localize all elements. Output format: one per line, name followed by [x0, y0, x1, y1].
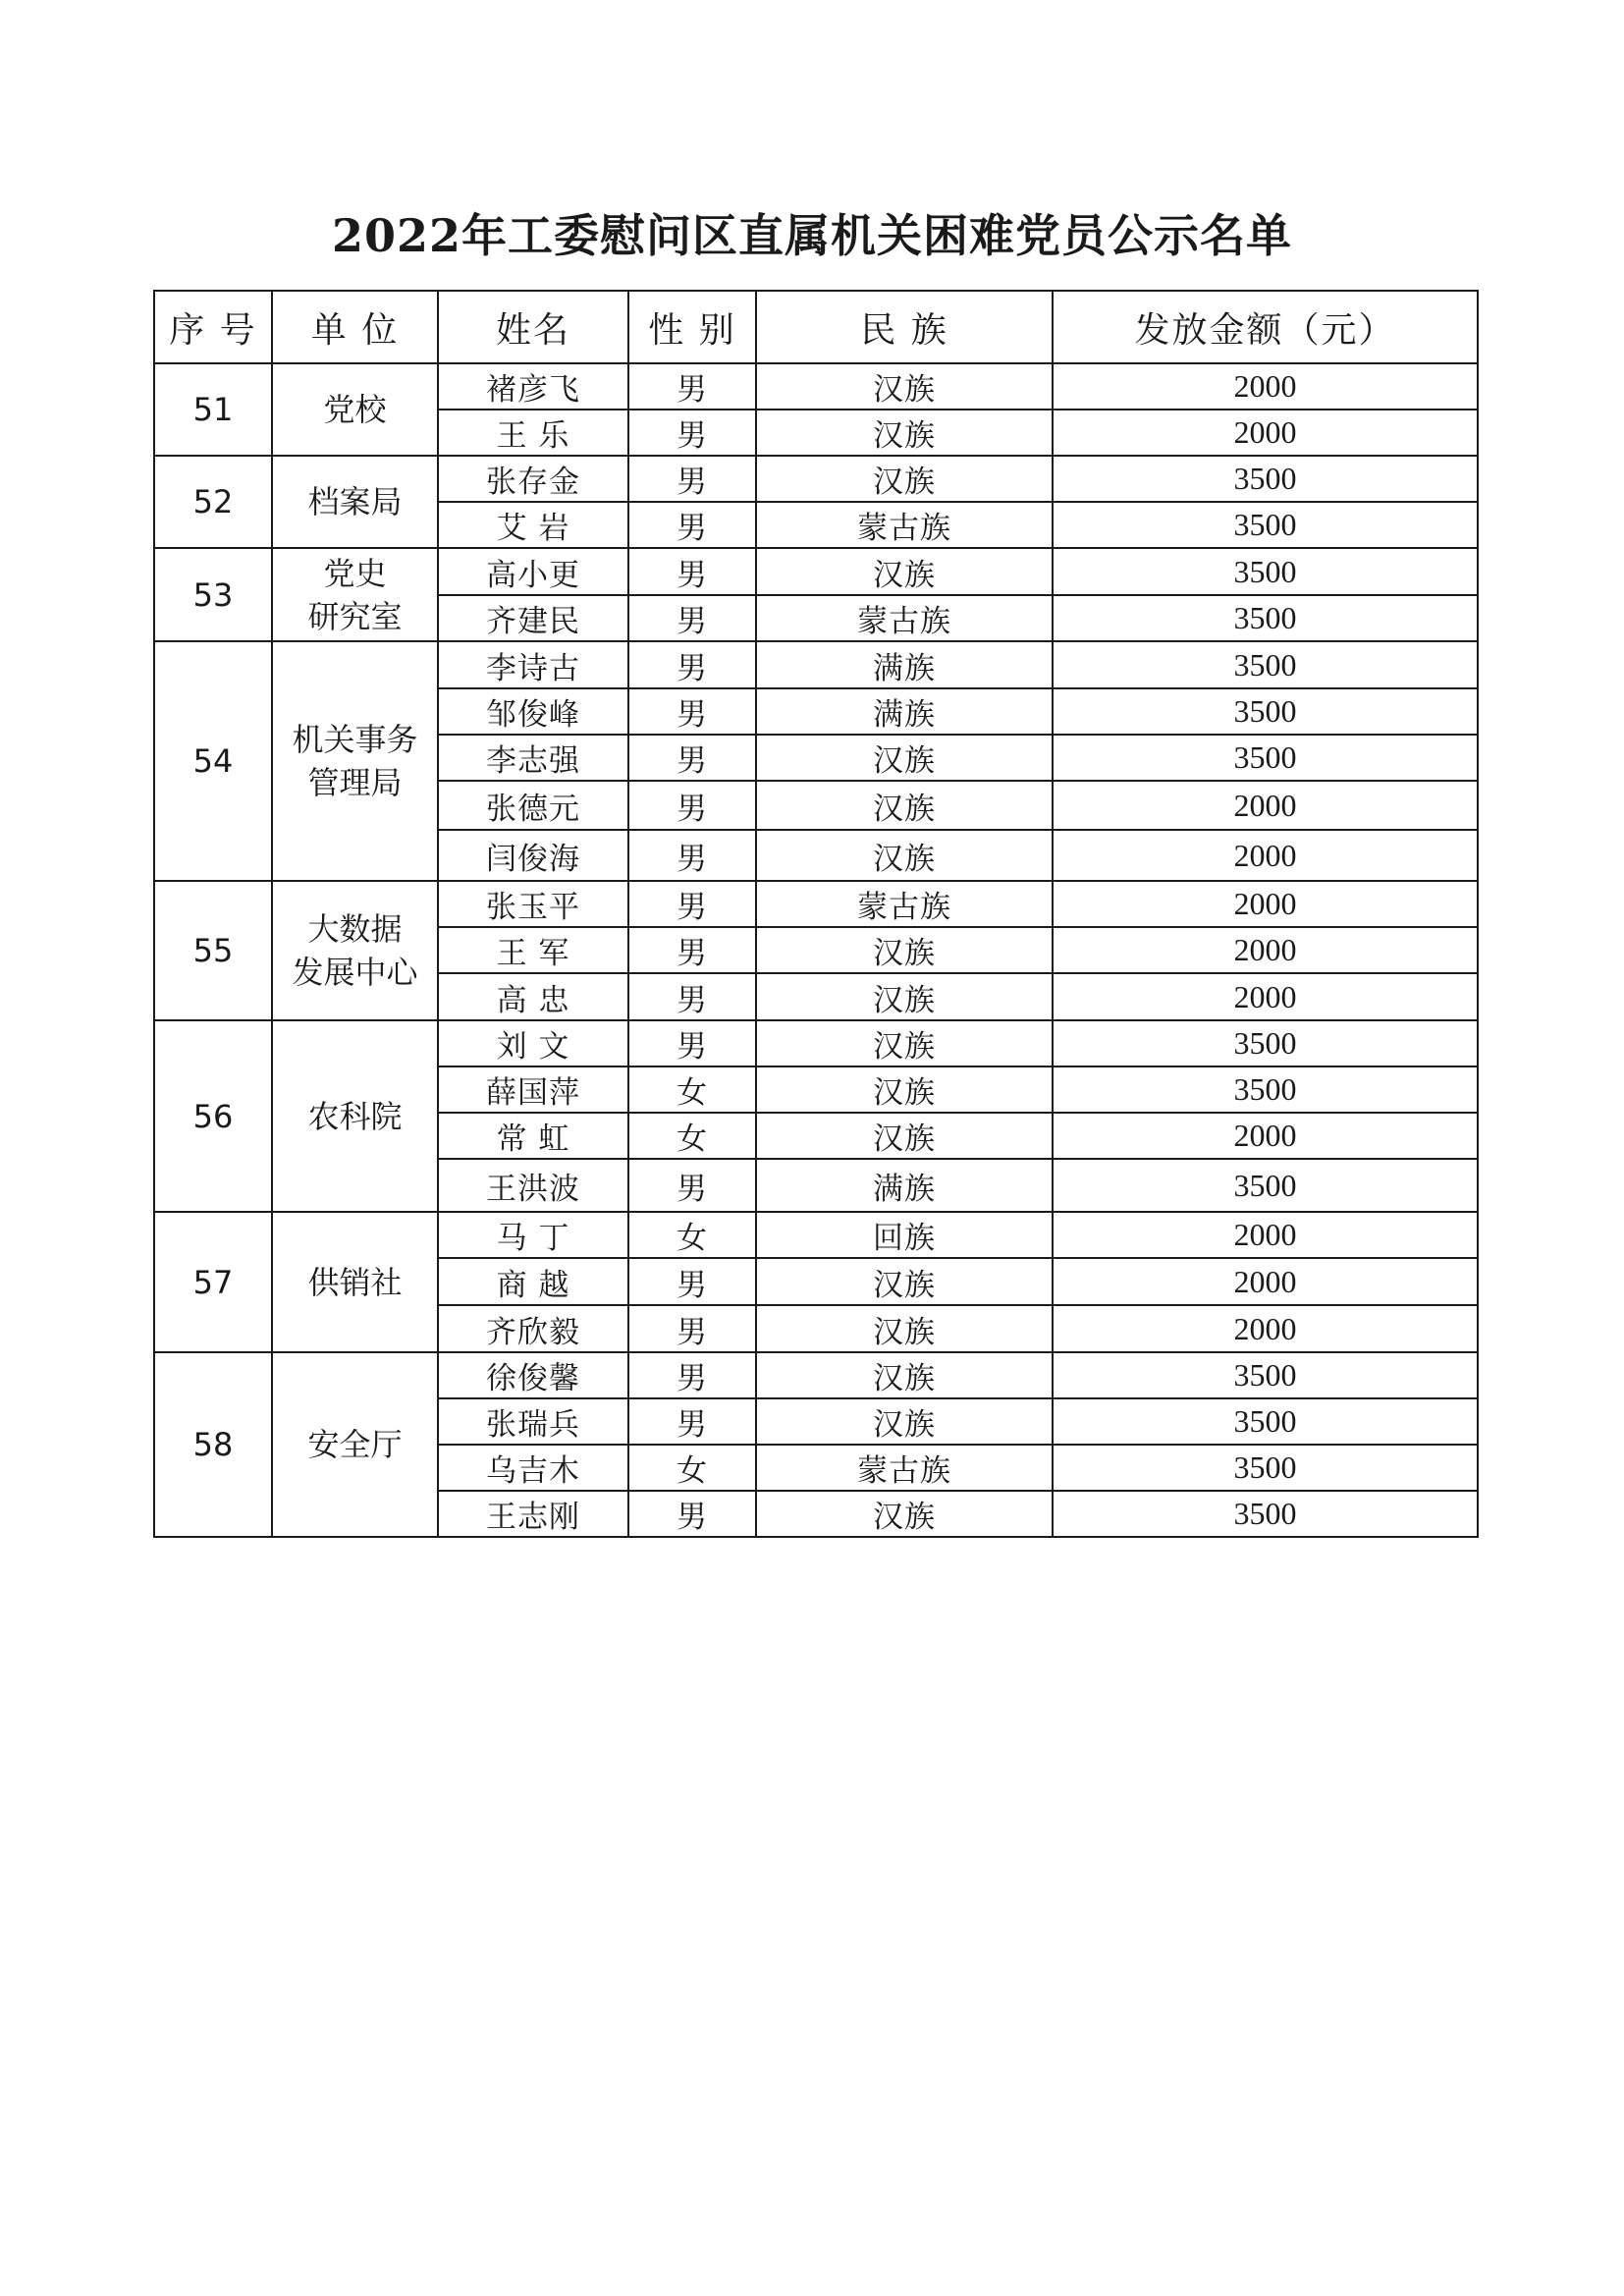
unit-line: 党史 [323, 554, 387, 592]
member-amount: 3500 [1053, 1352, 1478, 1398]
header-unit: 单 位 [272, 291, 438, 363]
group-unit [272, 456, 438, 548]
member-amount: 3500 [1053, 1491, 1478, 1537]
member-name: 王志刚 [438, 1491, 628, 1537]
group-unit [272, 1020, 438, 1212]
member-name: 张瑞兵 [438, 1398, 628, 1445]
member-gender: 女 [628, 1113, 756, 1159]
member-gender: 男 [628, 1020, 756, 1066]
member-ethnic: 汉族 [756, 830, 1053, 881]
member-name: 张玉平 [438, 881, 628, 927]
member-amount: 2000 [1053, 410, 1478, 456]
member-gender: 男 [628, 1305, 756, 1352]
member-gender: 男 [628, 881, 756, 927]
member-gender: 男 [628, 502, 756, 548]
member-ethnic: 汉族 [756, 735, 1053, 781]
member-amount: 2000 [1053, 363, 1478, 410]
member-amount: 3500 [1053, 1020, 1478, 1066]
member-ethnic: 汉族 [756, 1398, 1053, 1445]
unit-line: 发展中心 [292, 954, 418, 991]
member-gender: 男 [628, 1491, 756, 1537]
group-seq: 55 [154, 881, 272, 1020]
member-gender: 男 [628, 735, 756, 781]
member-ethnic: 汉族 [756, 363, 1053, 410]
member-ethnic: 汉族 [756, 410, 1053, 456]
member-gender: 男 [628, 781, 756, 830]
member-gender: 男 [628, 973, 756, 1020]
member-ethnic: 汉族 [756, 1020, 1053, 1066]
group-unit [272, 641, 438, 881]
member-name: 张德元 [438, 781, 628, 830]
member-name: 王 乐 [438, 410, 628, 456]
unit-line: 大数据 [307, 910, 403, 948]
member-name: 邹俊峰 [438, 688, 628, 735]
member-amount: 3500 [1053, 735, 1478, 781]
page-title: 2022年工委慰问区直属机关困难党员公示名单 [331, 209, 1293, 262]
group-seq: 52 [154, 456, 272, 548]
group-unit [272, 548, 438, 641]
member-gender: 男 [628, 927, 756, 973]
member-amount: 3500 [1053, 456, 1478, 502]
member-name: 闫俊海 [438, 830, 628, 881]
unit-line: 研究室 [307, 597, 403, 635]
member-name: 齐欣毅 [438, 1305, 628, 1352]
member-ethnic: 满族 [756, 688, 1053, 735]
member-amount: 2000 [1053, 1258, 1478, 1305]
member-ethnic: 蒙古族 [756, 595, 1053, 641]
header-gender: 性 别 [628, 291, 756, 363]
member-ethnic: 蒙古族 [756, 881, 1053, 927]
member-amount: 3500 [1053, 1066, 1478, 1113]
member-gender: 女 [628, 1445, 756, 1491]
member-amount: 2000 [1053, 1212, 1478, 1258]
member-gender: 女 [628, 1212, 756, 1258]
unit-line: 安全厅 [307, 1426, 403, 1463]
member-name: 马 丁 [438, 1212, 628, 1258]
member-gender: 男 [628, 830, 756, 881]
member-amount: 3500 [1053, 688, 1478, 735]
header-amount: 发放金额（元） [1053, 291, 1478, 363]
member-amount: 2000 [1053, 830, 1478, 881]
member-ethnic: 汉族 [756, 927, 1053, 973]
header-name: 姓名 [438, 291, 628, 363]
member-name: 艾 岩 [438, 502, 628, 548]
member-ethnic: 汉族 [756, 1305, 1053, 1352]
group-seq: 56 [154, 1020, 272, 1212]
member-gender: 男 [628, 363, 756, 410]
member-amount: 3500 [1053, 502, 1478, 548]
group-seq: 57 [154, 1212, 272, 1352]
member-amount: 2000 [1053, 881, 1478, 927]
group-unit [272, 1352, 438, 1537]
member-ethnic: 汉族 [756, 456, 1053, 502]
table-row [154, 1020, 1478, 1066]
member-name: 李志强 [438, 735, 628, 781]
member-ethnic: 蒙古族 [756, 502, 1053, 548]
group-unit [272, 363, 438, 456]
member-ethnic: 汉族 [756, 781, 1053, 830]
unit-line: 档案局 [307, 483, 403, 520]
member-gender: 男 [628, 641, 756, 688]
table-row [154, 641, 1478, 688]
unit-line: 党校 [323, 391, 387, 428]
member-ethnic: 回族 [756, 1212, 1053, 1258]
member-ethnic: 汉族 [756, 1352, 1053, 1398]
member-amount: 3500 [1053, 641, 1478, 688]
table-row [154, 1352, 1478, 1398]
table-row [154, 363, 1478, 410]
member-name: 褚彦飞 [438, 363, 628, 410]
member-amount: 3500 [1053, 1445, 1478, 1491]
member-gender: 男 [628, 1352, 756, 1398]
member-gender: 女 [628, 1066, 756, 1113]
member-gender: 男 [628, 410, 756, 456]
member-ethnic: 蒙古族 [756, 1445, 1053, 1491]
member-name: 刘 文 [438, 1020, 628, 1066]
table-row [154, 881, 1478, 927]
member-name: 乌吉木 [438, 1445, 628, 1491]
member-name: 李诗古 [438, 641, 628, 688]
member-ethnic: 汉族 [756, 1258, 1053, 1305]
header-ethnic: 民 族 [756, 291, 1053, 363]
unit-line: 机关事务 [292, 721, 418, 758]
member-name: 常 虹 [438, 1113, 628, 1159]
unit-line: 管理局 [307, 764, 403, 801]
member-ethnic: 汉族 [756, 1066, 1053, 1113]
table-row [154, 456, 1478, 502]
member-gender: 男 [628, 1159, 756, 1212]
roster-body [154, 363, 1478, 1537]
member-amount: 2000 [1053, 1113, 1478, 1159]
member-amount: 2000 [1053, 781, 1478, 830]
member-name: 高 忠 [438, 973, 628, 1020]
member-amount: 3500 [1053, 1159, 1478, 1212]
member-ethnic: 汉族 [756, 548, 1053, 595]
member-name: 张存金 [438, 456, 628, 502]
member-gender: 男 [628, 595, 756, 641]
member-gender: 男 [628, 1258, 756, 1305]
header-row [154, 291, 1478, 363]
member-amount: 3500 [1053, 548, 1478, 595]
member-name: 王洪波 [438, 1159, 628, 1212]
unit-line: 供销社 [307, 1263, 403, 1301]
group-seq: 53 [154, 548, 272, 641]
member-gender: 男 [628, 688, 756, 735]
unit-line: 农科院 [307, 1097, 403, 1135]
member-amount: 2000 [1053, 1305, 1478, 1352]
member-ethnic: 汉族 [756, 1113, 1053, 1159]
member-amount: 3500 [1053, 1398, 1478, 1445]
group-seq: 58 [154, 1352, 272, 1537]
member-amount: 2000 [1053, 927, 1478, 973]
member-ethnic: 满族 [756, 1159, 1053, 1212]
group-unit [272, 881, 438, 1020]
member-name: 商 越 [438, 1258, 628, 1305]
member-name: 高小更 [438, 548, 628, 595]
member-name: 齐建民 [438, 595, 628, 641]
group-unit [272, 1212, 438, 1352]
member-ethnic: 汉族 [756, 973, 1053, 1020]
member-name: 薛国萍 [438, 1066, 628, 1113]
group-seq: 51 [154, 363, 272, 456]
table-row [154, 1212, 1478, 1258]
group-seq: 54 [154, 641, 272, 881]
member-name: 王 军 [438, 927, 628, 973]
member-gender: 男 [628, 548, 756, 595]
table-row [154, 548, 1478, 595]
member-ethnic: 满族 [756, 641, 1053, 688]
member-amount: 3500 [1053, 595, 1478, 641]
roster-table [153, 290, 1479, 1538]
member-ethnic: 汉族 [756, 1491, 1053, 1537]
header-seq: 序 号 [154, 291, 272, 363]
member-name: 徐俊馨 [438, 1352, 628, 1398]
member-gender: 男 [628, 1398, 756, 1445]
member-gender: 男 [628, 456, 756, 502]
member-amount: 2000 [1053, 973, 1478, 1020]
